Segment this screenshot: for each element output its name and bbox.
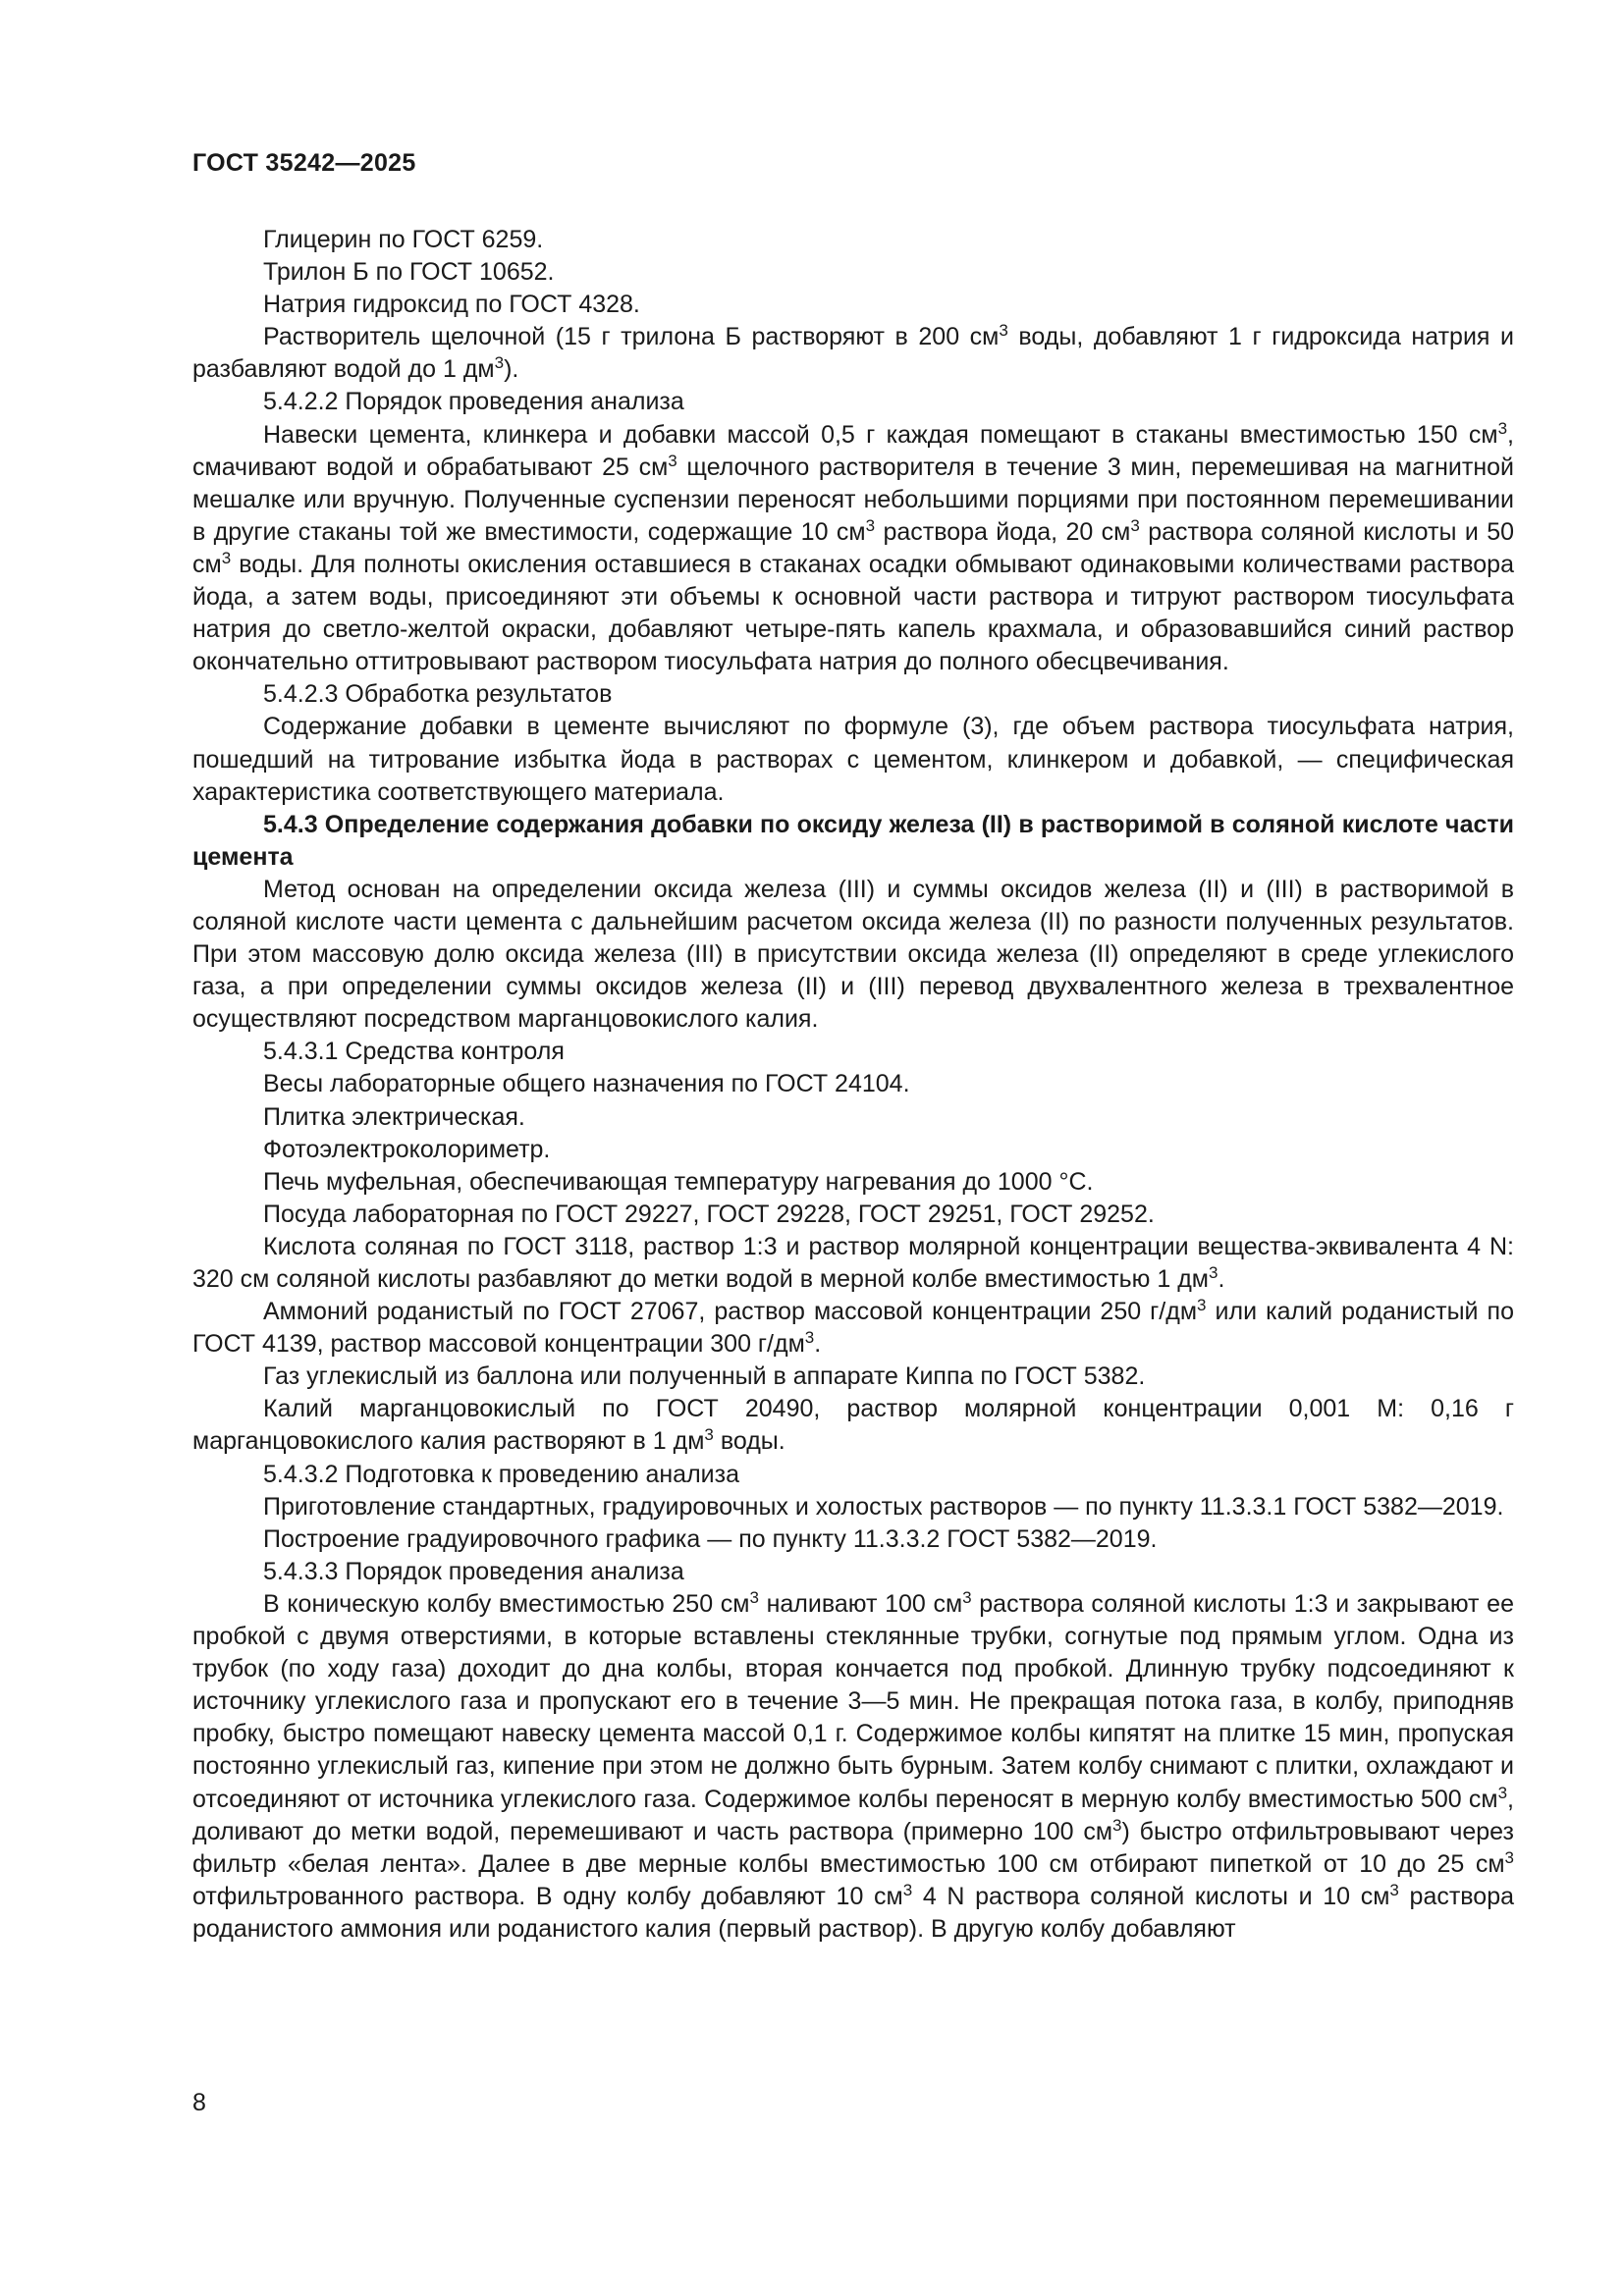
paragraph: Навески цемента, клинкера и добавки массой 0,5 г каждая помещают в стаканы вместимостью 150 $см^3$, смачивают водой и обрабатывают 25 $см^3$ щелочного растворителя в течение 3 мин, перемешивая на магнитной мешалке или вручную. Полученные суспензии переносят небольшими порциями при постоянном перемешивании в другие стаканы той же вместимости, содержащие 10 $см^3$ раствора йода, 20 $см^3$ раствора соляной кислоты и 50 $см^3$ воды. Для полноты окисления оставшиеся в стаканах осадки обмывают одинаковыми количествами раствора йода, а затем воды, присоединяют эти объемы к основной части раствора и титруют раствором тиосульфата натрия до светло-желтой окраски, добавляют четыре-пять капель крахмала, и образовавшийся синий раствор окончательно оттитровывают раствором тиосульфата натрия до полного обесцвечивания.	[192, 418, 1514, 676]
paragraph: 5.4.2.2 Порядок проведения анализа	[263, 388, 684, 416]
paragraph: Метод основан на определении оксида железа (III) и суммы оксидов железа (II) и (III) в растворимой в соляной кислоте части цемента с дальнейшим расчетом оксида железа (II) по разности полученных результатов. При этом массовую долю оксида железа (III) в присутствии оксида железа (II) определяют в среде углекислого газа, а при определении суммы оксидов железа (II) и (III) перевод двухвалентного железа в трехвалентное осуществляют посредством марганцовокислого калия.	[192, 875, 1514, 1034]
paragraph: Фотоэлектроколориметр.	[263, 1135, 551, 1163]
paragraph: Печь муфельная, обеспечивающая температуру нагревания до 1000 °С.	[263, 1167, 1094, 1196]
paragraph: В коническую колбу вместимостью 250 $см^3$ наливают 100 $см^3$ раствора соляной кислоты 1:3 и закрывают ее пробкой с двумя отверстиями, в которые вставлены стеклянные трубки, согнутые под прямым углом. Одна из трубок (по ходу газа) доходит до дна колбы, вторая кончается под пробкой. Длинную трубку подсоединяют к источнику углекислого газа и пропускают его в течение 3—5 мин. Не прекращая потока газа, в колбу, приподняв пробку, быстро помещают навеску цемента массой 0,1 г. Содержимое колбы кипятят на плитке 15 мин, пропуская постоянно углекислый газ, кипение при этом не должно быть бурным. Затем колбу снимают с плитки, охлаждают и отсоединяют от источника углекислого газа. Содержимое колбы переносят в мерную колбу вместимостью 500 $см^3$, доливают до метки водой, перемешивают и часть раствора (примерно 100 $см^3$) быстро отфильтровывают через фильтр «белая лента». Далее в две мерные колбы вместимостью 100 см отбирают пипеткой от 10 до 25 $см^3$ отфильтрованного раствора. В одну колбу добавляют 10 $см^3$ 4 N раствора соляной кислоты и 10 $см^3$ раствора роданистого аммония или роданистого калия (первый раствор). В другую колбу добавляют	[192, 1587, 1515, 1943]
paragraph: Плитка электрическая.	[263, 1102, 525, 1131]
page-number: 8	[192, 2089, 206, 2116]
paragraph: Аммоний роданистый по ГОСТ 27067, раствор массовой концентрации 250 $г/дм^3$ или калий роданистый по ГОСТ 4139, раствор массовой концентрации 300 $г/дм^3$.	[192, 1296, 1514, 1359]
paragraph: Растворитель щелочной (15 г трилона Б растворяют в 200 $см^3$ воды, добавляют 1 г гидроксида натрия и разбавляют водой до 1 $дм^3$).	[192, 321, 1514, 384]
section-heading: 5.4.3 Определение содержания добавки по оксиду железа (II) в растворимой в соляной кислоте части цемента	[192, 810, 1514, 871]
paragraph: Калий марганцовокислый по ГОСТ 20490, раствор молярной концентрации 0,001 М: 0,16 г марганцовокислого калия растворяют в 1 $дм^3$ воды.	[192, 1395, 1514, 1456]
paragraph: Глицерин по ГОСТ 6259.	[263, 226, 544, 253]
paragraph: 5.4.2.3 Обработка результатов	[263, 680, 613, 709]
paragraph: Натрия гидроксид по ГОСТ 4328.	[263, 291, 640, 319]
paragraph: 5.4.3.3 Порядок проведения анализа	[263, 1557, 684, 1585]
paragraph: 5.4.3.2 Подготовка к проведению анализа	[263, 1460, 739, 1488]
paragraph: 5.4.3.1 Средства контроля	[263, 1038, 565, 1066]
paragraph: Приготовление стандартных, градуировочных и холостых растворов — по пункту 11.3.3.1 ГОСТ 5382—2019.	[263, 1492, 1504, 1521]
document-body	[192, 224, 1514, 1946]
paragraph: Весы лабораторные общего назначения по ГОСТ 24104.	[263, 1070, 910, 1098]
document-header: ГОСТ 35242—2025	[192, 149, 416, 177]
paragraph: Трилон Б по ГОСТ 10652.	[263, 258, 555, 287]
paragraph: Кислота соляная по ГОСТ 3118, раствор 1:3 и раствор молярной концентрации вещества-эквивалента 4 N: 320 см соляной кислоты разбавляют до метки водой в мерной колбе вместимостью 1 $дм^3$.	[192, 1232, 1514, 1293]
paragraph: Посуда лабораторная по ГОСТ 29227, ГОСТ 29228, ГОСТ 29251, ГОСТ 29252.	[263, 1200, 1155, 1228]
paragraph: Построение градуировочного графика — по пункту 11.3.3.2 ГОСТ 5382—2019.	[263, 1524, 1158, 1553]
paragraph: Газ углекислый из баллона или полученный в аппарате Киппа по ГОСТ 5382.	[263, 1362, 1146, 1391]
paragraph: Содержание добавки в цементе вычисляют по формуле (3), где объем раствора тиосульфата натрия, пошедший на титрование избытка йода в растворах с цементом, клинкером и добавкой, — специфическая характеристика соответствующего материала.	[192, 713, 1514, 806]
